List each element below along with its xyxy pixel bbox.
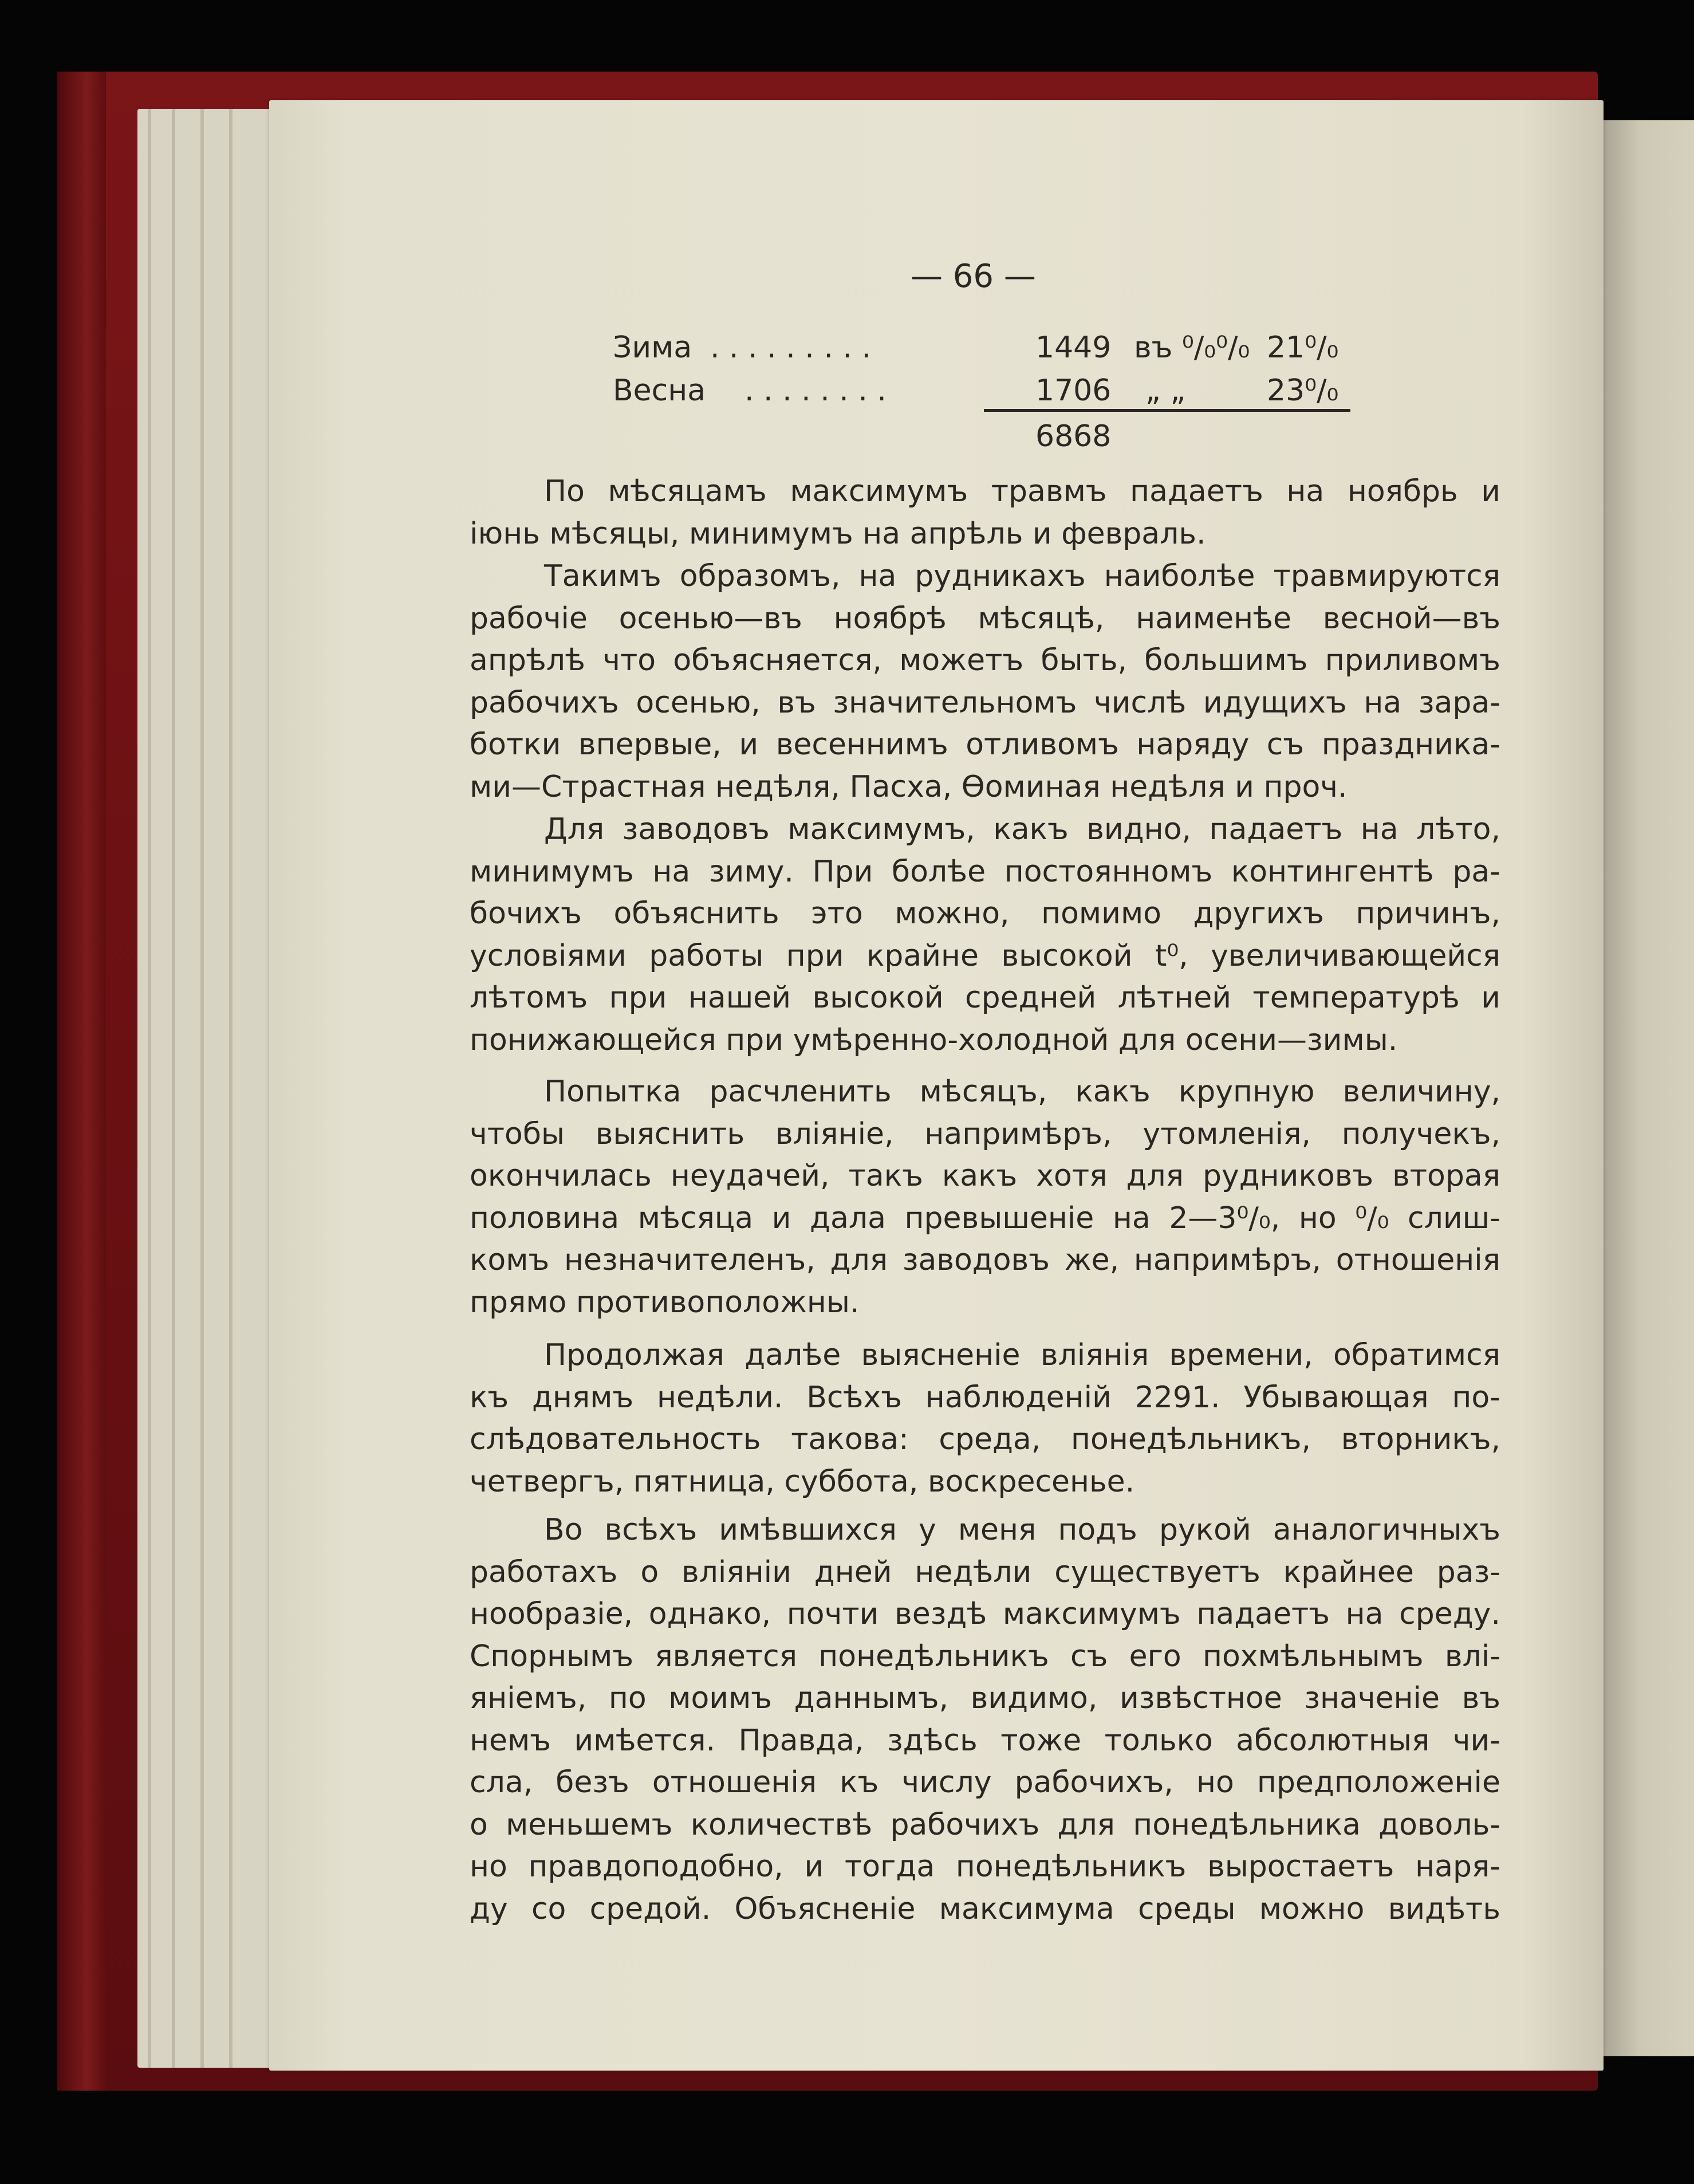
text-line: къ днямъ недѣли. Всѣхъ наблюденій 2291. Убывающая по-	[470, 1380, 1500, 1415]
text-line: Такимъ образомъ, на рудникахъ наиболѣе травмируются	[544, 559, 1500, 593]
text-line: но правдоподобно, и тогда понедѣльникъ выростаетъ наря-	[470, 1849, 1500, 1884]
text-line: работахъ о вліяніи дней недѣли существуетъ крайнее раз-	[470, 1555, 1500, 1589]
page-edge	[200, 109, 204, 2068]
book-spine	[57, 72, 106, 2091]
text-line: немъ имѣется. Правда, здѣсь тоже только абсолютныя чи-	[470, 1723, 1500, 1758]
text-line: Во всѣхъ имѣвшихся у меня подъ рукой аналогичныхъ	[544, 1513, 1500, 1547]
text-line: апрѣлѣ что объясняется, можетъ быть, большимъ приливомъ	[470, 643, 1500, 678]
paragraph	[470, 1335, 1500, 1503]
sum-rule	[984, 409, 1350, 412]
text-line: рабочихъ осенью, въ значительномъ числѣ идущихъ на зара-	[470, 685, 1500, 720]
paragraph	[470, 556, 1500, 808]
text-line: бочихъ объяснить это можно, помимо другихъ причинъ,	[470, 896, 1500, 931]
table-row-percent: 21⁰/₀	[1267, 330, 1339, 365]
text-line: комъ незначителенъ, для заводовъ же, напримѣръ, отношенія	[470, 1243, 1500, 1277]
text-line: лѣтомъ при нашей высокой средней лѣтней температурѣ и	[470, 981, 1500, 1015]
facing-page-edge	[1604, 120, 1694, 2056]
text-line: яніемъ, по моимъ даннымъ, видимо, извѣстное значеніе въ	[470, 1681, 1500, 1715]
text-line: Продолжая далѣе выясненіе вліянія времени, обратимся	[544, 1338, 1500, 1372]
table-row-leader: . . . . . . . .	[744, 373, 887, 408]
table-row-value: 1449	[1035, 330, 1112, 365]
table-total: 6868	[1035, 419, 1112, 454]
text-line: ми—Страстная недѣля, Пасха, Ѳоминая недѣля и проч.	[470, 769, 1348, 804]
table-row-value: 1706	[1035, 373, 1112, 408]
text-line: нообразіе, однако, почти вездѣ максимумъ падаетъ на среду.	[470, 1597, 1500, 1631]
table-row-label: Весна	[613, 373, 706, 408]
text-line: іюнь мѣсяцы, минимумъ на апрѣль и февраль.	[470, 516, 1206, 551]
text-line: Для заводовъ максимумъ, какъ видно, падаетъ на лѣто,	[544, 812, 1500, 847]
paragraph	[470, 809, 1500, 1061]
text-line: окончилась неудачей, такъ какъ хотя для рудниковъ вторая	[470, 1159, 1500, 1193]
text-line: четвергъ, пятница, суббота, воскресенье.	[470, 1464, 1135, 1499]
text-line: прямо противоположны.	[470, 1285, 860, 1320]
text-line: сла, безъ отношенія къ числу рабочихъ, но предположеніе	[470, 1765, 1500, 1800]
text-line: условіями работы при крайне высокой t⁰, увеличивающейся	[470, 938, 1500, 973]
text-line: Спорнымъ является понедѣльникъ съ его похмѣльнымъ влі-	[470, 1639, 1500, 1674]
page-number: — 66 —	[911, 258, 1036, 295]
table-row-leader: . . . . . . . . .	[710, 330, 871, 365]
paragraph	[470, 1071, 1500, 1324]
table-row-unit: „ „	[1145, 373, 1186, 408]
text-line: половина мѣсяца и дала превышеніе на 2—3⁰/₀, но ⁰/₀ слиш-	[470, 1201, 1500, 1235]
text-line: минимумъ на зиму. При болѣе постоянномъ контингентѣ ра-	[470, 854, 1500, 889]
text-line: чтобы выяснить вліяніе, напримѣръ, утомленія, получекъ,	[470, 1116, 1500, 1151]
page-edge	[148, 109, 151, 2068]
text-line: слѣдовательность такова: среда, понедѣльникъ, вторникъ,	[470, 1422, 1500, 1457]
table-row-percent: 23⁰/₀	[1267, 373, 1339, 408]
text-line: понижающейся при умѣренно-холодной для осени—зимы.	[470, 1022, 1398, 1057]
table-row-label: Зима	[613, 330, 692, 365]
paragraph	[470, 471, 1500, 555]
text-line: о меньшемъ количествѣ рабочихъ для понедѣльника доволь-	[470, 1807, 1500, 1842]
paragraph	[470, 1509, 1500, 1930]
text-line: ду со средой. Объясненіе максимума среды можно видѣть	[470, 1891, 1500, 1926]
text-line: рабочіе осенью—въ ноябрѣ мѣсяцѣ, наименѣе весной—въ	[470, 601, 1500, 636]
page-edge	[229, 109, 233, 2068]
page-edge	[172, 109, 175, 2068]
text-line: Попытка расчленить мѣсяцъ, какъ крупную величину,	[544, 1075, 1500, 1109]
text-line: По мѣсяцамъ максимумъ травмъ падаетъ на ноябрь и	[544, 474, 1500, 509]
table-row-unit: въ ⁰/₀⁰/₀	[1134, 330, 1250, 365]
text-line: ботки впервые, и весеннимъ отливомъ наряду съ праздника-	[470, 727, 1500, 762]
